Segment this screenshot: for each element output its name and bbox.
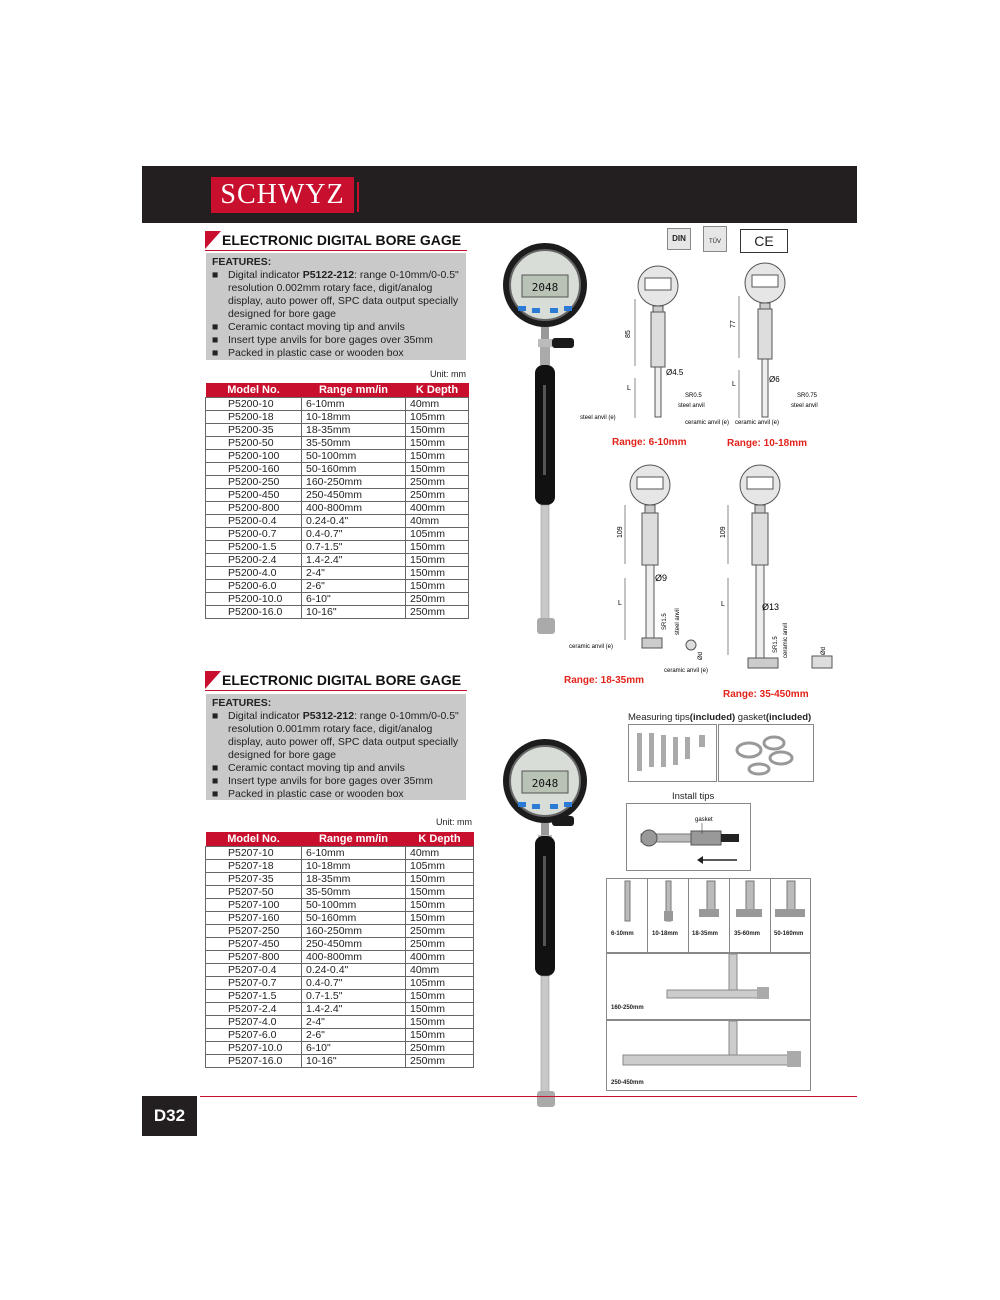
tip-cell	[689, 879, 730, 952]
table-row	[206, 899, 474, 912]
dim-sr: SR0.75	[797, 393, 818, 399]
model-cell: P5207-10.0	[206, 1042, 302, 1055]
section2-title: ELECTRONIC DIGITAL BORE GAGE	[222, 672, 462, 688]
section1-title-underline	[205, 250, 467, 251]
depth-cell: 105mm	[406, 528, 469, 541]
section1-title: ELECTRONIC DIGITAL BORE GAGE	[222, 232, 462, 248]
long-anvil-160-250	[606, 953, 811, 1020]
features-heading: FEATURES:	[212, 697, 272, 709]
tip-cell	[730, 879, 771, 952]
depth-cell: 150mm	[406, 580, 469, 593]
range-label-10-18: Range: 10-18mm	[727, 438, 808, 449]
range-cell: 35-50mm	[302, 886, 406, 899]
table-row	[206, 860, 474, 873]
model-cell: P5207-450	[206, 938, 302, 951]
table-row	[206, 1055, 474, 1068]
ceramic-anvil-label: ceramic anvil (e)	[569, 644, 614, 650]
brand-separator	[357, 182, 359, 212]
diagram-range-35-450	[662, 460, 842, 680]
measuring-tips-photo	[628, 724, 717, 782]
dim-phi: Ød	[698, 651, 704, 660]
dim-dia: Ø6	[769, 375, 780, 384]
steel-anvil-label: steel anvil	[675, 608, 681, 635]
depth-cell: 150mm	[406, 541, 469, 554]
dim-sr: SR1.5	[773, 636, 779, 653]
long-anvil-250-450	[606, 1020, 811, 1091]
brand-logo: SCHWYZ	[211, 177, 354, 213]
page-number: D32	[142, 1096, 197, 1136]
tip-size-label: 18-35mm	[692, 931, 719, 937]
depth-cell: 40mm	[406, 847, 474, 860]
dim-phi: Ød	[821, 646, 827, 655]
model-cell: P5207-0.7	[206, 977, 302, 990]
section2-table-body	[206, 847, 474, 1068]
model-cell: P5200-6.0	[206, 580, 302, 593]
range-cell: 10-16"	[302, 1055, 406, 1068]
dim-l: L	[618, 600, 622, 607]
table-row	[206, 528, 469, 541]
range-cell: 6-10mm	[302, 398, 406, 411]
model-cell: P5207-800	[206, 951, 302, 964]
tip-cell	[648, 879, 689, 952]
depth-cell: 150mm	[406, 437, 469, 450]
col-depth: K Depth	[406, 383, 469, 398]
range-cell: 0.7-1.5"	[302, 541, 406, 554]
dim-dia: Ø4.5	[666, 368, 684, 377]
model-cell: P5200-16.0	[206, 606, 302, 619]
feature-item: ■ Digital indicator P5122-212: range 0-10mm/0-0.5" resolution 0.002mm rotary face, digit/analog display, auto power off, SPC data output specially designed for bore gage	[212, 269, 459, 320]
model-cell: P5200-10.0	[206, 593, 302, 606]
range-cell: 50-100mm	[302, 450, 406, 463]
table-row	[206, 554, 469, 567]
model-cell: P5200-800	[206, 502, 302, 515]
range-cell: 0.24-0.4"	[302, 515, 406, 528]
table-row	[206, 489, 469, 502]
tips-grid	[606, 878, 811, 953]
tip-size-label: 6-10mm	[611, 931, 634, 937]
depth-cell: 150mm	[406, 1016, 474, 1029]
table-row	[206, 1016, 474, 1029]
depth-cell: 250mm	[406, 593, 469, 606]
table-row	[206, 1003, 474, 1016]
table-row	[206, 541, 469, 554]
range-label-35-450: Range: 35-450mm	[723, 689, 809, 700]
feature-item: ■ Digital indicator P5312-212: range 0-10mm/0-0.5" resolution 0.001mm rotary face, digit/analog display, auto power off, SPC data output specially designed for bore gage	[212, 710, 459, 761]
section1-table-body	[206, 398, 469, 619]
table-row	[206, 912, 474, 925]
dim-dia: Ø9	[655, 573, 668, 583]
feature-item: ■ Packed in plastic case or wooden box	[212, 347, 404, 359]
range-cell: 400-800mm	[302, 502, 406, 515]
ceramic-anvil-label: ceramic anvil (e)	[685, 420, 730, 426]
tip-size-label: 50-160mm	[774, 931, 804, 937]
dim-l: L	[721, 601, 725, 608]
install-tips-photo	[626, 803, 751, 871]
table-row	[206, 580, 469, 593]
table-row	[206, 990, 474, 1003]
section1-features	[206, 253, 466, 360]
table-row	[206, 925, 474, 938]
depth-cell: 150mm	[406, 873, 474, 886]
model-cell: P5200-35	[206, 424, 302, 437]
gauge-display-text: 2048	[531, 777, 559, 790]
depth-cell: 250mm	[406, 476, 469, 489]
model-cell: P5200-450	[206, 489, 302, 502]
range-cell: 2-6"	[302, 1029, 406, 1042]
measuring-tips-title: Measuring tips(included) gasket(included)	[628, 712, 812, 723]
model-cell: P5207-6.0	[206, 1029, 302, 1042]
depth-cell: 150mm	[406, 450, 469, 463]
tip-cell	[771, 879, 811, 952]
gasket-label: gasket	[695, 817, 713, 823]
range-cell: 1.4-2.4"	[302, 1003, 406, 1016]
depth-cell: 400mm	[406, 502, 469, 515]
range-cell: 50-160mm	[302, 912, 406, 925]
depth-cell: 150mm	[406, 899, 474, 912]
col-model: Model No.	[206, 383, 302, 398]
table-row	[206, 398, 469, 411]
steel-anvil-e-label: steel anvil (e)	[580, 415, 616, 421]
depth-cell: 250mm	[406, 925, 474, 938]
col-range: Range mm/in	[302, 383, 406, 398]
depth-cell: 250mm	[406, 1055, 474, 1068]
model-cell: P5200-0.7	[206, 528, 302, 541]
table-row	[206, 964, 474, 977]
long-anvil-label: 160-250mm	[611, 1005, 644, 1011]
section2-features	[206, 694, 466, 800]
table-row	[206, 847, 474, 860]
ce-cert-icon: CE	[740, 229, 788, 253]
depth-cell: 400mm	[406, 951, 474, 964]
din-cert-icon: DIN	[667, 228, 691, 250]
range-cell: 10-18mm	[302, 411, 406, 424]
range-cell: 160-250mm	[302, 925, 406, 938]
section2-unit: Unit: mm	[436, 817, 472, 827]
range-cell: 250-450mm	[302, 489, 406, 502]
dim-dia: Ø13	[762, 602, 780, 612]
section2-spec-table	[205, 832, 474, 1068]
table-row	[206, 938, 474, 951]
diagram-range-6-10	[575, 258, 730, 453]
depth-cell: 150mm	[406, 886, 474, 899]
table-row	[206, 1029, 474, 1042]
range-label-18-35: Range: 18-35mm	[564, 675, 645, 686]
tip-size-label: 10-18mm	[652, 931, 679, 937]
table-row	[206, 606, 469, 619]
model-cell: P5200-50	[206, 437, 302, 450]
model-cell: P5200-160	[206, 463, 302, 476]
dim-l: L	[627, 385, 631, 392]
range-cell: 250-450mm	[302, 938, 406, 951]
model-cell: P5207-10	[206, 847, 302, 860]
table-row	[206, 515, 469, 528]
range-cell: 50-100mm	[302, 899, 406, 912]
model-cell: P5200-4.0	[206, 567, 302, 580]
table-row	[206, 977, 474, 990]
table-header	[206, 832, 474, 847]
range-cell: 0.4-0.7"	[302, 977, 406, 990]
col-depth: K Depth	[406, 832, 474, 847]
model-cell: P5207-1.5	[206, 990, 302, 1003]
model-cell: P5200-100	[206, 450, 302, 463]
section1-unit: Unit: mm	[430, 369, 466, 379]
table-row	[206, 502, 469, 515]
table-row	[206, 437, 469, 450]
tuv-cert-icon	[703, 226, 727, 252]
range-cell: 50-160mm	[302, 463, 406, 476]
feature-item: ■ Ceramic contact moving tip and anvils	[212, 321, 405, 333]
steel-anvil-label: steel anvil	[791, 403, 818, 409]
table-row	[206, 593, 469, 606]
range-cell: 2-6"	[302, 580, 406, 593]
range-cell: 18-35mm	[302, 873, 406, 886]
model-cell: P5207-2.4	[206, 1003, 302, 1016]
model-cell: P5200-2.4	[206, 554, 302, 567]
range-cell: 0.24-0.4"	[302, 964, 406, 977]
depth-cell: 250mm	[406, 938, 474, 951]
range-cell: 0.7-1.5"	[302, 990, 406, 1003]
footer-line	[200, 1096, 857, 1097]
model-cell: P5207-50	[206, 886, 302, 899]
table-row	[206, 424, 469, 437]
range-label-6-10: Range: 6-10mm	[612, 437, 687, 448]
dim-height: 109	[720, 526, 727, 538]
depth-cell: 150mm	[406, 1029, 474, 1042]
table-row	[206, 1042, 474, 1055]
table-row	[206, 886, 474, 899]
feature-item: ■ Packed in plastic case or wooden box	[212, 788, 404, 800]
section2-title-underline	[205, 690, 467, 691]
tip-size-label: 35-60mm	[734, 931, 761, 937]
range-cell: 2-4"	[302, 567, 406, 580]
model-cell: P5207-18	[206, 860, 302, 873]
depth-cell: 150mm	[406, 567, 469, 580]
section2-marker	[205, 671, 221, 689]
range-cell: 160-250mm	[302, 476, 406, 489]
range-cell: 10-18mm	[302, 860, 406, 873]
features-heading: FEATURES:	[212, 256, 272, 268]
model-cell: P5200-18	[206, 411, 302, 424]
ceramic-anvil-e-label: ceramic anvil (e)	[664, 668, 709, 674]
diagram-range-10-18	[725, 258, 835, 438]
depth-cell: 105mm	[406, 860, 474, 873]
table-row	[206, 450, 469, 463]
feature-item: ■ Insert type anvils for bore gages over 35mm	[212, 334, 433, 346]
dim-height: 77	[730, 320, 737, 328]
range-cell: 1.4-2.4"	[302, 554, 406, 567]
steel-anvil-label: steel anvil	[678, 403, 705, 409]
section1-spec-table	[205, 383, 469, 619]
range-cell: 6-10"	[302, 1042, 406, 1055]
gasket-photo	[718, 724, 814, 782]
dim-sr: SR0.5	[685, 393, 702, 399]
table-row	[206, 411, 469, 424]
table-row	[206, 873, 474, 886]
model-cell: P5200-0.4	[206, 515, 302, 528]
section1-marker	[205, 231, 221, 249]
ceramic-anvil-label: ceramic anvil (e)	[735, 420, 780, 426]
model-cell: P5207-16.0	[206, 1055, 302, 1068]
depth-cell: 150mm	[406, 463, 469, 476]
model-cell: P5207-35	[206, 873, 302, 886]
depth-cell: 150mm	[406, 990, 474, 1003]
depth-cell: 105mm	[406, 977, 474, 990]
table-row	[206, 463, 469, 476]
range-cell: 400-800mm	[302, 951, 406, 964]
range-cell: 35-50mm	[302, 437, 406, 450]
table-row	[206, 567, 469, 580]
table-header	[206, 383, 469, 398]
model-cell: P5200-1.5	[206, 541, 302, 554]
model-cell: P5207-4.0	[206, 1016, 302, 1029]
dim-sr: SR1.5	[662, 613, 668, 630]
model-cell: P5207-160	[206, 912, 302, 925]
range-cell: 10-16"	[302, 606, 406, 619]
col-model: Model No.	[206, 832, 302, 847]
range-cell: 6-10"	[302, 593, 406, 606]
depth-cell: 40mm	[406, 515, 469, 528]
dim-l: L	[732, 381, 736, 388]
range-cell: 2-4"	[302, 1016, 406, 1029]
model-cell: P5207-0.4	[206, 964, 302, 977]
depth-cell: 150mm	[406, 1003, 474, 1016]
depth-cell: 150mm	[406, 912, 474, 925]
long-anvil-label: 250-450mm	[611, 1080, 644, 1086]
table-row	[206, 951, 474, 964]
tip-cell	[607, 879, 648, 952]
depth-cell: 40mm	[406, 964, 474, 977]
install-tips-title: Install tips	[672, 791, 715, 802]
bore-gage-image-2	[500, 736, 600, 1136]
table-row	[206, 476, 469, 489]
depth-cell: 250mm	[406, 606, 469, 619]
depth-cell: 105mm	[406, 411, 469, 424]
depth-cell: 150mm	[406, 554, 469, 567]
col-range: Range mm/in	[302, 832, 406, 847]
depth-cell: 150mm	[406, 424, 469, 437]
feature-item: ■ Ceramic contact moving tip and anvils	[212, 762, 405, 774]
range-cell: 0.4-0.7"	[302, 528, 406, 541]
model-cell: P5207-250	[206, 925, 302, 938]
ceramic-anvil-label: ceramic anvil	[783, 622, 789, 658]
gauge-display-text: 2048	[531, 281, 559, 294]
dim-height: 85	[625, 330, 632, 338]
range-cell: 18-35mm	[302, 424, 406, 437]
feature-item: ■ Insert type anvils for bore gages over 35mm	[212, 775, 433, 787]
model-cell: P5200-250	[206, 476, 302, 489]
depth-cell: 40mm	[406, 398, 469, 411]
range-cell: 6-10mm	[302, 847, 406, 860]
model-cell: P5200-10	[206, 398, 302, 411]
depth-cell: 250mm	[406, 489, 469, 502]
tuv-cert-label: TÜV	[709, 239, 721, 245]
depth-cell: 250mm	[406, 1042, 474, 1055]
dim-height: 109	[617, 526, 624, 538]
model-cell: P5207-100	[206, 899, 302, 912]
